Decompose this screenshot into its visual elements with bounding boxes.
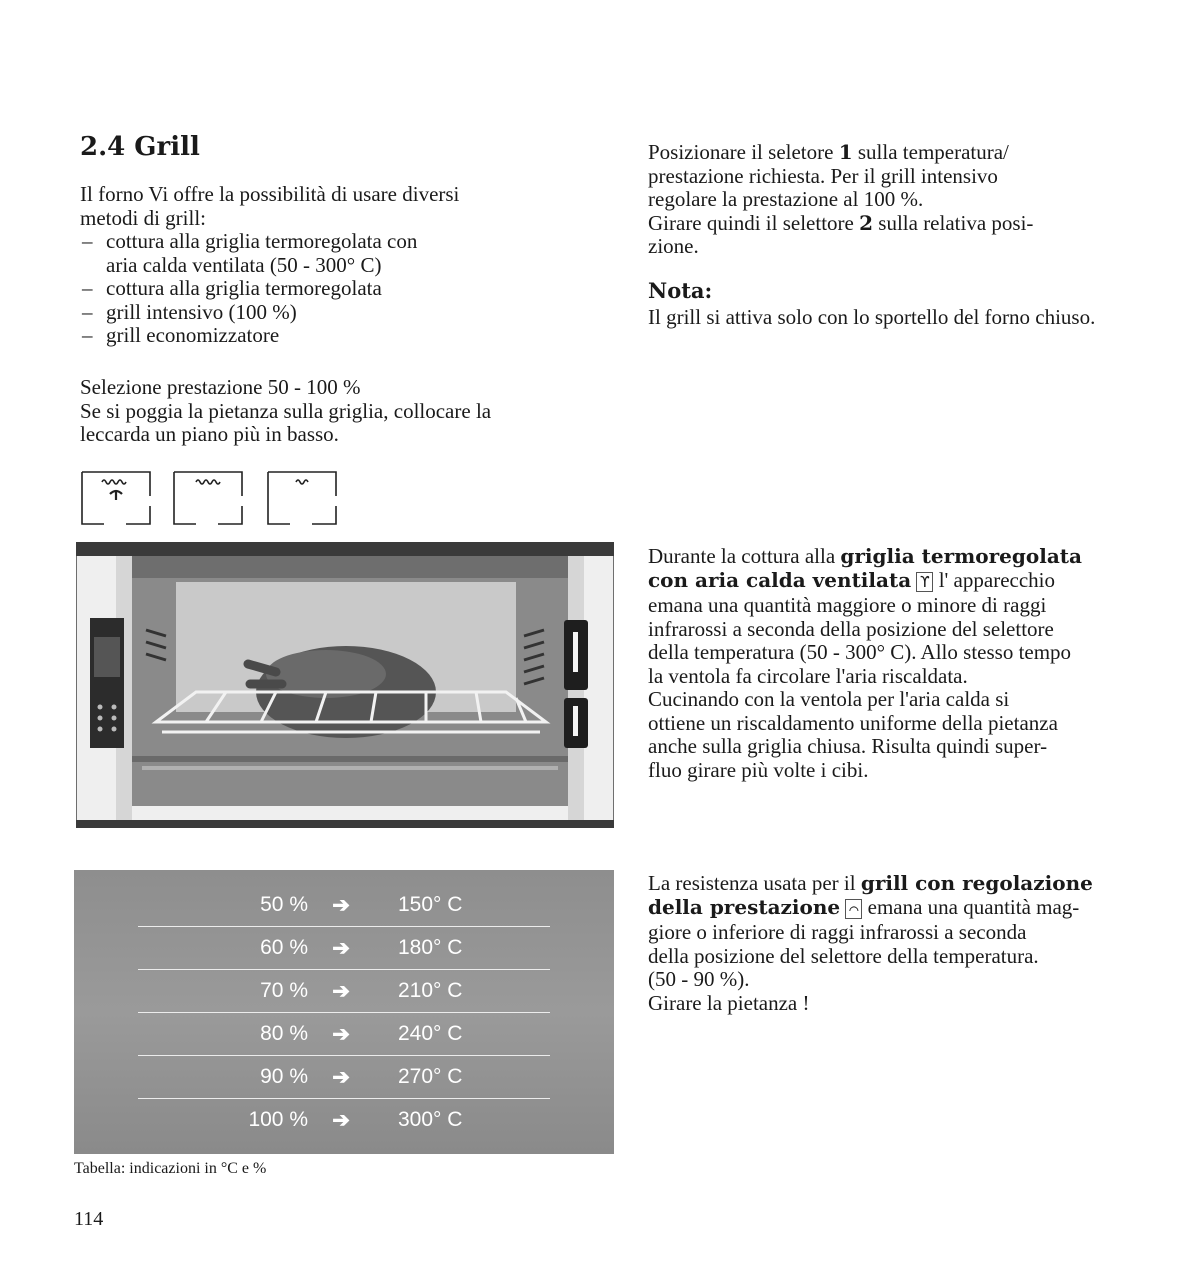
percent-cell: 70 % — [260, 979, 308, 1002]
instruction-line-2: prestazione richiesta. Per il grill intensivo — [648, 163, 998, 188]
full-grill-icon — [174, 472, 242, 524]
list-item: – cottura alla griglia termoregolata — [80, 277, 620, 301]
temperature-cell: 240° C — [398, 1022, 463, 1045]
percent-cell: 100 % — [248, 1108, 308, 1131]
oven-illustration — [76, 542, 614, 828]
regolazione-block — [648, 872, 1193, 1015]
table-caption: Tabella: indicazioni in °C e % — [74, 1160, 267, 1177]
intro-line-2: metodi di grill: — [80, 205, 206, 230]
percent-cell: 60 % — [260, 936, 308, 959]
page-number: 114 — [74, 1208, 104, 1230]
regolazione-line-2: della prestazione ⌒ emana una quantità mag- — [648, 894, 1080, 919]
table-row — [138, 970, 550, 1013]
eco-grill-icon — [268, 472, 336, 524]
arrow-icon: ➔ — [332, 1023, 350, 1046]
ventilata-line-8: ottiene un riscaldamento uniforme della pietanza — [648, 710, 1058, 735]
arrow-icon: ➔ — [332, 1109, 350, 1132]
list-item: – grill economizzatore — [80, 324, 620, 348]
ventilata-line-4: infrarossi a seconda della posizione del selettore — [648, 616, 1054, 641]
grill-methods-list — [80, 230, 620, 348]
temperature-cell: 180° C — [398, 936, 463, 959]
section-heading: 2.4 Grill — [80, 132, 200, 162]
list-item: – cottura alla griglia termoregolata con aria calda ventilata (50 - 300° C) — [80, 230, 620, 277]
ventilata-line-2: con aria calda ventilata ϒ l' apparecchio — [648, 567, 1055, 592]
fan-grill-symbol-icon: ϒ — [916, 572, 933, 592]
table-row — [138, 927, 550, 970]
selection-line-1: Selezione prestazione 50 - 100 % — [80, 375, 361, 399]
selection-line-3: leccarda un piano più in basso. — [80, 422, 339, 446]
regolazione-line-4: della posizione del selettore della temperatura. — [648, 943, 1039, 968]
temperature-cell: 270° C — [398, 1065, 463, 1088]
temperature-cell: 150° C — [398, 893, 463, 916]
ventilata-line-6: la ventola fa circolare l'aria riscaldata. — [648, 663, 968, 688]
regolazione-line-6: Girare la pietanza ! — [648, 990, 810, 1015]
percent-cell: 80 % — [260, 1022, 308, 1045]
ventilata-line-1: Durante la cottura alla griglia termoregolata — [648, 544, 1082, 568]
temperature-cell: 300° C — [398, 1108, 463, 1131]
fan-grill-icon — [82, 472, 150, 524]
grill-symbol-icon: ⌒ — [845, 899, 862, 919]
ventilata-block — [648, 545, 1193, 782]
instruction-line-4: Girare quindi il selettore 2 sulla relativa posi- — [648, 210, 1034, 235]
instruction-line-3: regolare la prestazione al 100 %. — [648, 187, 924, 211]
nota-title: Nota: — [648, 278, 713, 303]
arrow-icon: ➔ — [332, 1066, 350, 1089]
regolazione-line-3: giore o inferiore di raggi infrarossi a seconda — [648, 920, 1027, 944]
table-row — [138, 1056, 550, 1099]
arrow-icon: ➔ — [332, 980, 350, 1003]
arrow-icon: ➔ — [332, 937, 350, 960]
table-row — [138, 884, 550, 927]
temperature-cell: 210° C — [398, 979, 463, 1002]
ventilata-line-5: della temperatura (50 - 300° C). Allo stesso tempo — [648, 640, 1072, 664]
table-row — [138, 1099, 550, 1142]
temperature-table — [74, 870, 614, 1154]
selection-line-2: Se si poggia la pietanza sulla griglia, collocare la — [80, 398, 492, 423]
nota-text: Il grill si attiva solo con lo sportello del forno chiuso. — [648, 306, 1096, 329]
table-row — [138, 1013, 550, 1056]
instruction-line-5: zione. — [648, 234, 699, 258]
instructions-block — [648, 141, 1193, 259]
instruction-line-1: Posizionare il seletore 1 sulla temperatura/ — [648, 140, 1009, 164]
selection-block — [80, 376, 620, 447]
ventilata-line-9: anche sulla griglia chiusa. Risulta quindi super- — [648, 734, 1048, 758]
list-item: – grill intensivo (100 %) — [80, 301, 620, 325]
ventilata-line-3: emana una quantità maggiore o minore di raggi — [648, 593, 1047, 617]
ventilata-line-10: fluo girare più volte i cibi. — [648, 757, 869, 782]
arrow-icon: ➔ — [332, 894, 350, 917]
percent-cell: 50 % — [260, 893, 308, 916]
regolazione-line-5: (50 - 90 %). — [648, 967, 750, 991]
percent-cell: 90 % — [260, 1065, 308, 1088]
grill-mode-icons — [80, 470, 350, 526]
intro-block — [80, 183, 620, 348]
intro-line-1: Il forno Vi offre la possibilità di usare diversi — [80, 182, 460, 206]
ventilata-line-7: Cucinando con la ventola per l'aria calda si — [648, 687, 1010, 711]
regolazione-line-1: La resistenza usata per il grill con regolazione — [648, 871, 1093, 895]
